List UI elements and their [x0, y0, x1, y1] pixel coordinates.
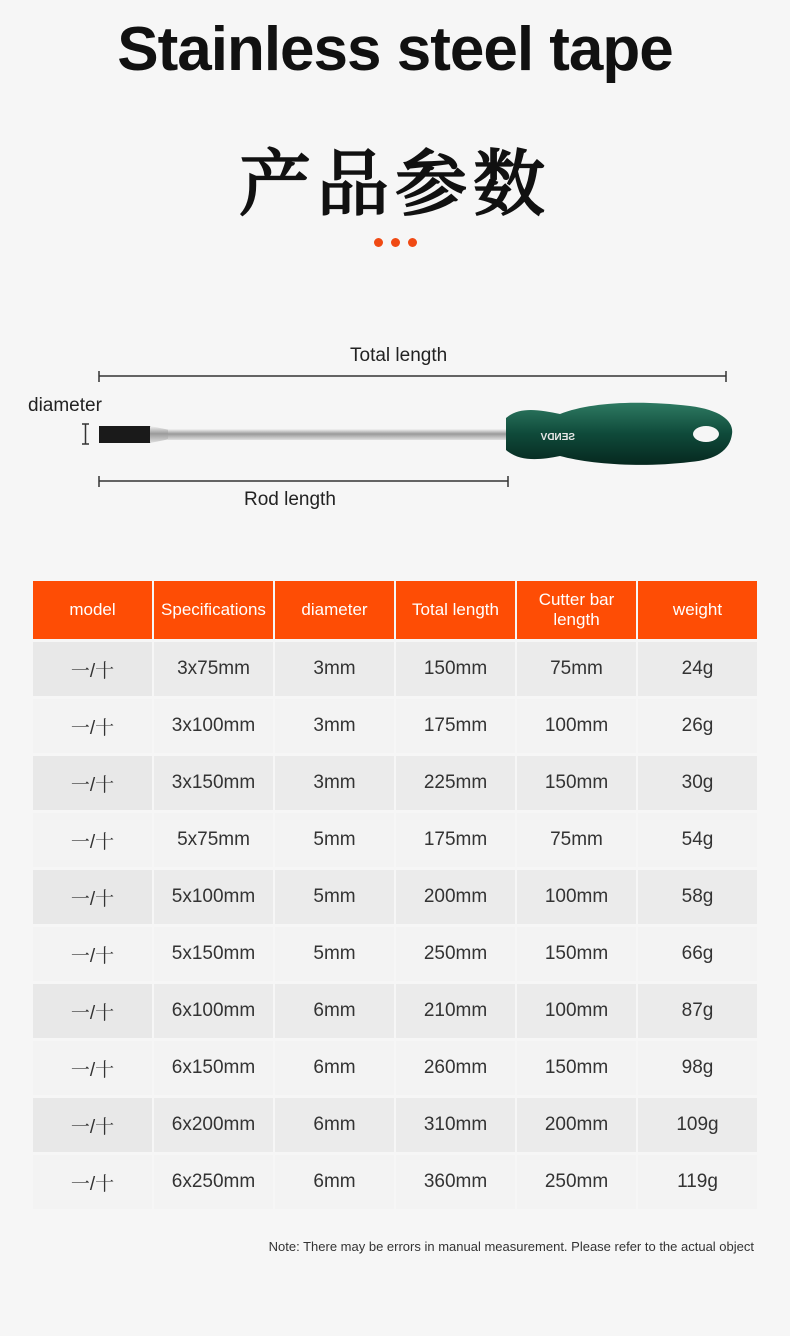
cell-diameter: 5mm	[275, 870, 394, 924]
header-weight: weight	[638, 581, 757, 639]
total-length-label: Total length	[350, 345, 448, 366]
cell-specification: 6x250mm	[154, 1155, 273, 1209]
table-header-row	[33, 581, 757, 639]
brand-logo: SENDV	[540, 432, 575, 443]
cell-total-length: 175mm	[396, 699, 515, 753]
cell-weight: 58g	[638, 870, 757, 924]
cell-specification: 5x75mm	[154, 813, 273, 867]
cell-total-length: 310mm	[396, 1098, 515, 1152]
cell-total-length: 360mm	[396, 1155, 515, 1209]
cell-cutter-bar-length: 100mm	[517, 870, 636, 924]
cell-specification: 5x100mm	[154, 870, 273, 924]
cell-model: 一/十	[33, 756, 152, 810]
cell-specification: 3x75mm	[154, 642, 273, 696]
cell-diameter: 3mm	[275, 699, 394, 753]
cell-total-length: 250mm	[396, 927, 515, 981]
header-total-length: Total length	[396, 581, 515, 639]
table-row	[33, 1041, 757, 1095]
dot-icon	[391, 238, 400, 247]
cell-weight: 119g	[638, 1155, 757, 1209]
cell-specification: 5x150mm	[154, 927, 273, 981]
cell-weight: 66g	[638, 927, 757, 981]
cell-total-length: 210mm	[396, 984, 515, 1038]
cell-cutter-bar-length: 250mm	[517, 1155, 636, 1209]
header-model: model	[33, 581, 152, 639]
measurement-note: Note: There may be errors in manual measurement. Please refer to the actual object	[268, 1239, 754, 1254]
cell-model: 一/十	[33, 642, 152, 696]
cell-model: 一/十	[33, 1041, 152, 1095]
cell-model: 一/十	[33, 927, 152, 981]
header-specifications: Specifications	[154, 581, 273, 639]
cell-specification: 3x150mm	[154, 756, 273, 810]
spec-table	[31, 578, 759, 1212]
cell-weight: 24g	[638, 642, 757, 696]
cell-cutter-bar-length: 150mm	[517, 1041, 636, 1095]
cell-weight: 54g	[638, 813, 757, 867]
cell-weight: 87g	[638, 984, 757, 1038]
page-subtitle: 产品参数	[238, 142, 551, 226]
cell-diameter: 6mm	[275, 1041, 394, 1095]
table-row	[33, 813, 757, 867]
cell-specification: 6x100mm	[154, 984, 273, 1038]
cell-specification: 6x200mm	[154, 1098, 273, 1152]
cell-total-length: 225mm	[396, 756, 515, 810]
table-row	[33, 756, 757, 810]
cell-diameter: 6mm	[275, 1098, 394, 1152]
page-title: Stainless steel tape	[117, 15, 673, 84]
table-row	[33, 642, 757, 696]
cell-model: 一/十	[33, 1098, 152, 1152]
dot-icon	[374, 238, 383, 247]
cell-weight: 98g	[638, 1041, 757, 1095]
cell-total-length: 200mm	[396, 870, 515, 924]
cell-specification: 6x150mm	[154, 1041, 273, 1095]
cell-weight: 109g	[638, 1098, 757, 1152]
cell-model: 一/十	[33, 984, 152, 1038]
header-diameter: diameter	[275, 581, 394, 639]
table-row	[33, 699, 757, 753]
cell-cutter-bar-length: 100mm	[517, 699, 636, 753]
cell-model: 一/十	[33, 813, 152, 867]
cell-cutter-bar-length: 100mm	[517, 984, 636, 1038]
table-row	[33, 927, 757, 981]
cell-diameter: 5mm	[275, 927, 394, 981]
cell-total-length: 175mm	[396, 813, 515, 867]
cell-model: 一/十	[33, 870, 152, 924]
cell-diameter: 6mm	[275, 984, 394, 1038]
cell-diameter: 3mm	[275, 642, 394, 696]
dot-icon	[408, 238, 417, 247]
screwdriver-diagram	[0, 330, 790, 530]
cell-specification: 3x100mm	[154, 699, 273, 753]
cell-cutter-bar-length: 200mm	[517, 1098, 636, 1152]
cell-model: 一/十	[33, 1155, 152, 1209]
cell-diameter: 6mm	[275, 1155, 394, 1209]
cell-weight: 26g	[638, 699, 757, 753]
diameter-label: diameter	[28, 395, 102, 416]
rod-length-label: Rod length	[244, 489, 336, 510]
cell-cutter-bar-length: 150mm	[517, 756, 636, 810]
cell-total-length: 150mm	[396, 642, 515, 696]
header-cutter-bar-length: Cutter bar length	[517, 581, 636, 639]
cell-total-length: 260mm	[396, 1041, 515, 1095]
cell-cutter-bar-length: 150mm	[517, 927, 636, 981]
screwdriver-icon	[0, 330, 790, 530]
table-row	[33, 1098, 757, 1152]
table-row	[33, 870, 757, 924]
cell-diameter: 3mm	[275, 756, 394, 810]
cell-cutter-bar-length: 75mm	[517, 642, 636, 696]
decorative-dots	[0, 238, 790, 247]
cell-diameter: 5mm	[275, 813, 394, 867]
cell-weight: 30g	[638, 756, 757, 810]
table-row	[33, 1155, 757, 1209]
cell-cutter-bar-length: 75mm	[517, 813, 636, 867]
table-row	[33, 984, 757, 1038]
cell-model: 一/十	[33, 699, 152, 753]
